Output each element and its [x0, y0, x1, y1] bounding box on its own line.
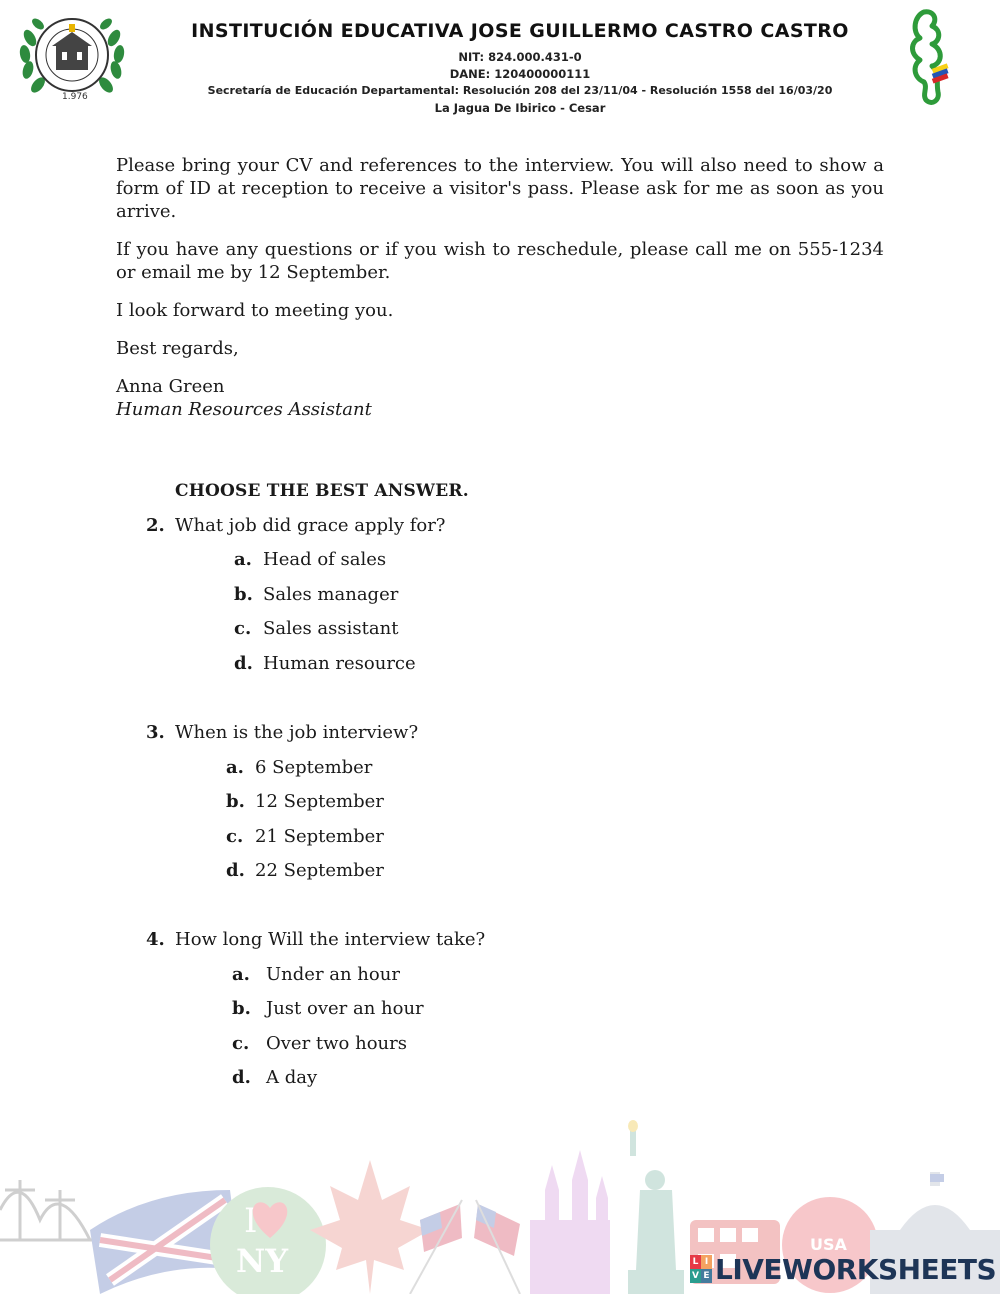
- option-letter: d.: [232, 1067, 251, 1088]
- signature-role: Human Resources Assistant: [116, 399, 372, 420]
- statue-of-liberty-icon: [628, 1120, 684, 1294]
- liveworksheets-logo-icon: [690, 1255, 712, 1283]
- logo-letter: L: [690, 1255, 701, 1269]
- option-3d[interactable]: [226, 860, 384, 881]
- art-label-i: I: [244, 1201, 258, 1241]
- option-4b[interactable]: [232, 998, 424, 1019]
- question-number: 3.: [146, 722, 165, 743]
- option-text: 22 September: [255, 860, 384, 881]
- option-4c[interactable]: [232, 1033, 407, 1054]
- document-header: [0, 0, 1000, 120]
- art-label-usa: USA: [810, 1235, 847, 1254]
- letter-body: [116, 154, 884, 421]
- option-letter: a.: [234, 549, 252, 570]
- option-3a[interactable]: [226, 757, 372, 778]
- letter-closing: Best regards,: [116, 338, 239, 359]
- logo-letter: V: [690, 1269, 701, 1283]
- institution-title: INSTITUCIÓN EDUCATIVA JOSE GUILLERMO CASTRO CASTRO: [191, 20, 849, 42]
- option-text: Under an hour: [266, 964, 400, 985]
- option-letter: d.: [226, 860, 245, 881]
- department-map-icon: [902, 8, 954, 108]
- option-text: Head of sales: [263, 549, 387, 570]
- option-letter: a.: [232, 964, 250, 985]
- option-text: 21 September: [255, 826, 384, 847]
- signature-name: Anna Green: [116, 376, 225, 397]
- option-letter: c.: [226, 826, 244, 847]
- option-letter: c.: [232, 1033, 250, 1054]
- option-4d[interactable]: [232, 1067, 317, 1088]
- option-text: Just over an hour: [266, 998, 424, 1019]
- institution-location: La Jagua De Ibirico - Cesar: [434, 101, 606, 115]
- option-2c[interactable]: [234, 618, 398, 639]
- question-number: 2.: [146, 515, 165, 536]
- option-text: Human resource: [263, 653, 416, 674]
- option-text: Sales manager: [263, 584, 399, 605]
- question-3: [146, 722, 418, 743]
- liveworksheets-brand[interactable]: [690, 1252, 996, 1286]
- option-letter: a.: [226, 757, 244, 778]
- institution-resolution: Secretaría de Educación Departamental: Resolución 208 del 23/11/04 - Resolución 1558 del 16/03/20: [207, 84, 833, 97]
- option-letter: d.: [234, 653, 253, 674]
- us-flags-icon: [410, 1200, 520, 1294]
- option-letter: c.: [234, 618, 252, 639]
- crest-year: 1.976: [62, 92, 88, 102]
- art-label-ny: NY: [236, 1242, 289, 1280]
- letter-paragraph: If you have any questions or if you wish to reschedule, please call me on 555-1234 or email me by 12 September.: [116, 239, 884, 283]
- logo-letter: E: [701, 1269, 712, 1283]
- question-number: 4.: [146, 929, 165, 950]
- option-letter: b.: [226, 791, 245, 812]
- institution-dane: DANE: 120400000111: [449, 67, 591, 81]
- option-3c[interactable]: [226, 826, 384, 847]
- option-2b[interactable]: [234, 584, 398, 605]
- maple-leaf-icon: [310, 1160, 430, 1294]
- letter-paragraph: Please bring your CV and references to the interview. You will also need to show a form of ID at reception to receive a visitor's pass. Please ask for me as soon as you arrive.: [116, 155, 884, 222]
- option-text: 6 September: [255, 757, 373, 778]
- option-letter: b.: [234, 584, 253, 605]
- option-3b[interactable]: [226, 791, 384, 812]
- question-4: [146, 929, 485, 950]
- question-text: When is the job interview?: [175, 722, 419, 743]
- institution-nit: NIT: 824.000.431-0: [458, 50, 582, 64]
- option-2a[interactable]: [234, 549, 386, 570]
- letter-paragraph: I look forward to meeting you.: [116, 300, 394, 321]
- quiz-instructions: CHOOSE THE BEST ANSWER.: [175, 481, 469, 501]
- question-text: What job did grace apply for?: [175, 515, 446, 536]
- option-text: 12 September: [255, 791, 384, 812]
- option-4a[interactable]: [232, 964, 400, 985]
- logo-letter: I: [701, 1255, 712, 1269]
- option-letter: b.: [232, 998, 251, 1019]
- option-2d[interactable]: [234, 653, 416, 674]
- brand-text: LIVEWORKSHEETS: [715, 1252, 997, 1286]
- castle-icon: [530, 1150, 610, 1294]
- question-2: [146, 515, 445, 536]
- option-text: Sales assistant: [263, 618, 399, 639]
- question-text: How long Will the interview take?: [175, 929, 486, 950]
- option-text: A day: [266, 1067, 318, 1088]
- option-text: Over two hours: [266, 1033, 407, 1054]
